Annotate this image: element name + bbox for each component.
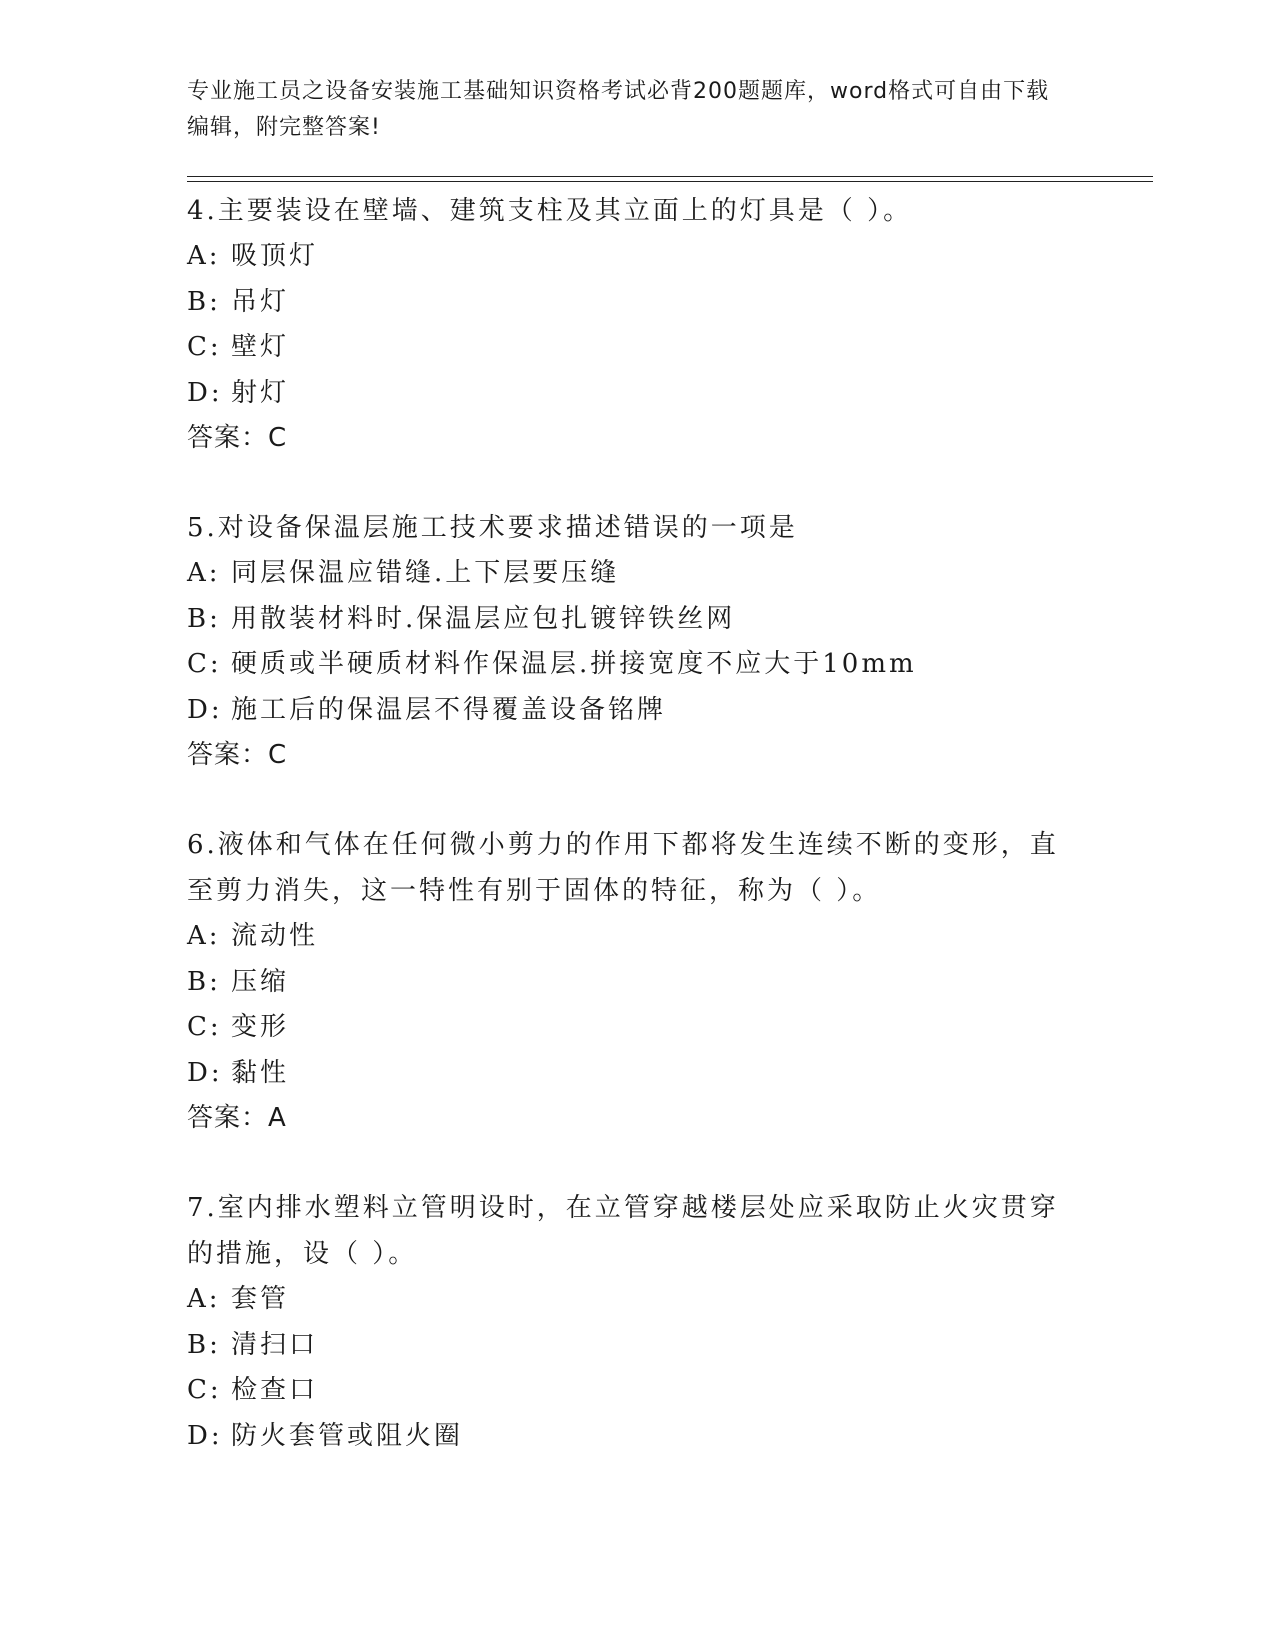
option-b xyxy=(187,597,1067,643)
question-7 xyxy=(187,1185,1067,1459)
option-text: 用散装材料时.保温层应包扎镀锌铁丝网 xyxy=(231,603,736,634)
option-text: 流动性 xyxy=(231,921,319,951)
option-key: A: xyxy=(187,241,221,271)
option-c xyxy=(187,325,1067,371)
option-c xyxy=(187,1005,1067,1051)
option-a xyxy=(187,914,1067,960)
option-text: 检查口 xyxy=(231,1375,319,1405)
option-text: 压缩 xyxy=(231,966,290,997)
option-text: 施工后的保温层不得覆盖设备铭牌 xyxy=(231,694,667,725)
option-a xyxy=(187,1277,1067,1323)
question-list xyxy=(187,188,1067,1503)
option-key: D: xyxy=(187,694,223,725)
option-text: 同层保温应错缝.上下层要压缝 xyxy=(231,558,620,588)
option-d xyxy=(187,1051,1067,1097)
option-key: D: xyxy=(187,1420,223,1451)
option-key: C: xyxy=(187,649,222,679)
answer-label: 答案：C xyxy=(187,423,288,453)
question-text: 4.主要装设在壁墙、建筑支柱及其立面上的灯具是（ ）。 xyxy=(187,196,913,226)
option-key: D: xyxy=(187,377,223,408)
option-key: C: xyxy=(187,332,222,362)
option-b xyxy=(187,960,1067,1006)
option-b xyxy=(187,1323,1067,1369)
option-key: A: xyxy=(187,1284,221,1314)
question-text: 7.室内排水塑料立管明设时，在立管穿越楼层处应采取防止火灾贯穿的措施，设（ ）。 xyxy=(187,1193,1059,1269)
option-key: D: xyxy=(187,1057,223,1088)
option-a xyxy=(187,551,1067,597)
option-key: C: xyxy=(187,1375,222,1405)
question-5 xyxy=(187,505,1067,778)
option-d xyxy=(187,688,1067,734)
answer-label: 答案：C xyxy=(187,740,288,770)
question-4 xyxy=(187,188,1067,461)
question-6 xyxy=(187,822,1067,1141)
option-c xyxy=(187,1368,1067,1414)
option-text: 清扫口 xyxy=(231,1329,319,1360)
option-c xyxy=(187,642,1067,688)
answer-label: 答案：A xyxy=(187,1103,287,1133)
option-text: 壁灯 xyxy=(231,332,290,362)
option-key: A: xyxy=(187,558,221,588)
option-text: 防火套管或阻火圈 xyxy=(231,1420,464,1451)
option-a xyxy=(187,234,1067,280)
option-text: 变形 xyxy=(231,1012,290,1042)
option-b xyxy=(187,280,1067,326)
question-text: 5.对设备保温层施工技术要求描述错误的一项是 xyxy=(187,513,798,543)
option-key: B: xyxy=(187,286,221,317)
option-d xyxy=(187,1414,1067,1460)
header-divider-bottom xyxy=(187,181,1153,182)
option-key: B: xyxy=(187,966,221,997)
option-key: B: xyxy=(187,1329,221,1360)
option-text: 吊灯 xyxy=(231,286,290,317)
document-header: 专业施工员之设备安装施工基础知识资格考试必背200题题库，word格式可自由下载编辑，附完整答案! xyxy=(187,79,1050,140)
option-text: 射灯 xyxy=(231,377,290,408)
header-divider-top xyxy=(187,176,1153,177)
option-key: A: xyxy=(187,921,221,951)
option-text: 吸顶灯 xyxy=(231,241,319,271)
option-text: 硬质或半硬质材料作保温层.拼接宽度不应大于10mm xyxy=(231,649,917,679)
option-key: B: xyxy=(187,603,221,634)
option-key: C: xyxy=(187,1012,222,1042)
option-text: 黏性 xyxy=(231,1057,290,1088)
option-d xyxy=(187,371,1067,417)
option-text: 套管 xyxy=(231,1284,290,1314)
question-text: 6.液体和气体在任何微小剪力的作用下都将发生连续不断的变形，直至剪力消失，这一特性有别于固体的特征，称为（ ）。 xyxy=(187,830,1059,906)
